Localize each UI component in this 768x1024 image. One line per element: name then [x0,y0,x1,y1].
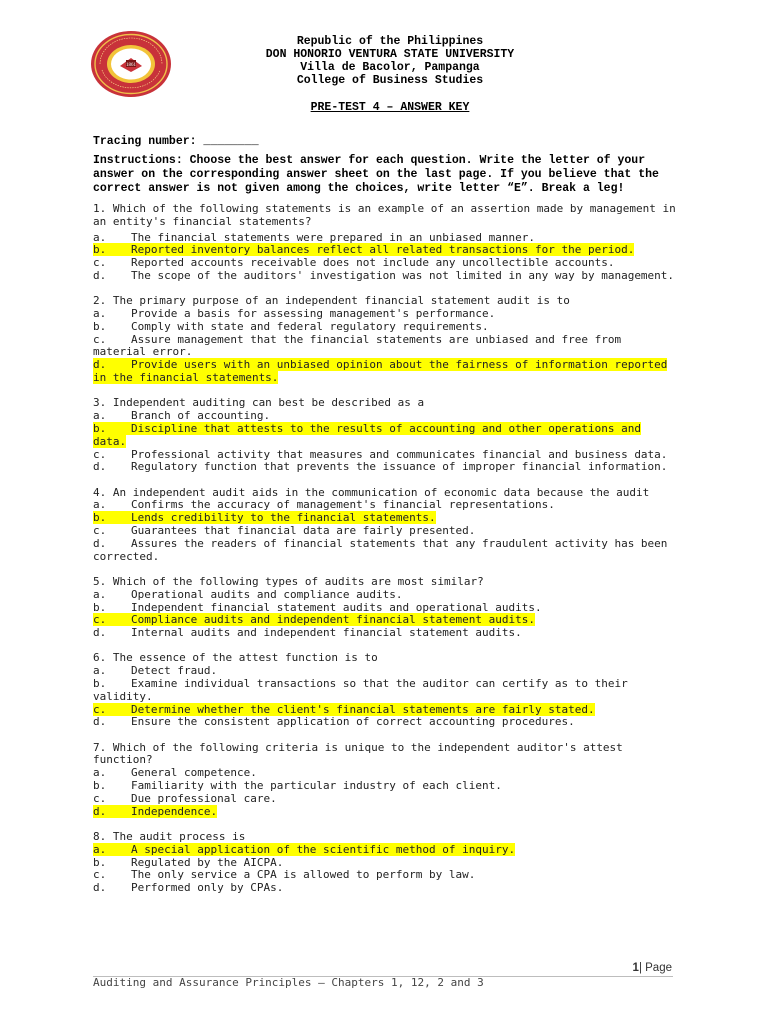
option-letter: b. [93,779,107,793]
question-text: 3. Independent auditing can best be described as a [93,396,425,410]
university-header [200,35,580,87]
answer-option [93,461,678,474]
question-item [93,576,678,640]
answer-option-correct [93,806,678,819]
header-line-location: Villa de Bacolor, Pampanga [300,61,480,74]
option-letter: d. [93,268,107,282]
option-letter: c. [93,332,107,346]
option-letter: a. [93,587,107,601]
answer-option [93,716,678,729]
option-letter: d. [93,358,107,372]
option-text: Comply with state and federal regulatory requirements. [131,319,489,333]
option-text: A special application of the scientific method of inquiry. [131,842,516,856]
option-text: Internal audits and independent financial statement audits. [131,626,522,640]
tracing-number: Tracing number: ________ [93,135,259,148]
page-number: 1 [632,962,639,974]
question-item [93,203,678,283]
option-letter: c. [93,524,107,538]
option-letter: a. [93,409,107,423]
option-text: Determine whether the client's financial statements are fairly stated. [131,702,595,716]
option-text: The financial statements were prepared in an unbiased manner. [131,230,535,244]
option-text: General competence. [131,766,257,780]
option-text: Confirms the accuracy of management's financial representations. [131,498,555,512]
instructions: Instructions: Choose the best answer for each question. Write the letter of your answer on the corresponding answer sheet on the last page. If you believe that the correct answer is not given among the choices, write letter “E”. Break a leg! [93,154,659,195]
option-letter: c. [93,868,107,882]
question-text: 5. Which of the following types of audits are most similar? [93,574,484,588]
option-letter: d. [93,804,107,818]
option-text: Due professional care. [131,791,277,805]
svg-text:1861: 1861 [126,63,136,68]
answer-option-correct [93,423,678,449]
header-line-college: College of Business Studies [296,74,484,87]
option-text: Discipline that attests to the results of accounting and other operations and data. [93,421,641,448]
option-letter: b. [93,855,107,869]
option-letter: c. [93,256,107,270]
page-indicator [633,962,672,974]
option-text: Regulatory function that prevents the issuance of improper financial information. [131,460,668,474]
question-text: 7. Which of the following criteria is unique to the independent auditor's attest function? [93,740,623,767]
header-line-country: Republic of the Philippines [296,35,484,48]
option-text: Independent financial statement audits and operational audits. [131,600,542,614]
option-letter: c. [93,613,107,627]
answer-option [93,270,678,283]
answer-option [93,538,678,564]
option-letter: c. [93,702,107,716]
answer-option [93,678,678,704]
option-letter: d. [93,715,107,729]
question-item [93,831,678,895]
option-text: Assure management that the financial statements are unbiased and free from material error. [93,332,622,359]
answer-option [93,882,678,895]
option-letter: a. [93,498,107,512]
option-text: Familiarity with the particular industry of each client. [131,779,502,793]
question-item [93,742,678,819]
option-text: Compliance audits and independent financial statement audits. [131,613,535,627]
option-text: Ensure the consistent application of correct accounting procedures. [131,715,575,729]
option-text: Detect fraud. [131,664,218,678]
question-text: 8. The audit process is [93,829,246,843]
header-line-university: DON HONORIO VENTURA STATE UNIVERSITY [265,48,515,61]
question-text: 2. The primary purpose of an independent financial statement audit is to [93,294,570,308]
question-item [93,652,678,729]
option-letter: a. [93,766,107,780]
question-text: 6. The essence of the attest function is to [93,651,378,665]
option-letter: c. [93,791,107,805]
footer-text: Auditing and Assurance Principles – Chapters 1, 12, 2 and 3 [93,976,484,989]
answer-option [93,334,678,360]
option-text: Regulated by the AICPA. [131,855,284,869]
option-text: Professional activity that measures and communicates financial and business data. [131,447,668,461]
question-list [93,203,678,907]
answer-option-correct [93,359,678,385]
option-letter: b. [93,677,107,690]
option-letter: d. [93,881,107,895]
option-letter: b. [93,319,107,333]
option-letter: c. [93,447,107,461]
option-letter: b. [93,511,107,525]
option-text: Lends credibility to the financial statements. [131,511,436,525]
option-letter: b. [93,421,107,435]
option-text: Provide a basis for assessing management's performance. [131,307,496,321]
option-text: Performed only by CPAs. [131,881,284,895]
answer-option [93,627,678,640]
option-letter: d. [93,460,107,474]
page-label: | Page [638,962,672,974]
option-text: Examine individual transactions so that the auditor can certify as to their validity. [93,677,628,703]
option-text: Independence. [131,804,218,818]
university-seal-logo [90,30,172,98]
document-title: PRE-TEST 4 – ANSWER KEY [310,101,470,114]
option-letter: b. [93,600,107,614]
option-text: Operational audits and compliance audits. [131,587,403,601]
option-text: The scope of the auditors' investigation was not limited in any way by management. [131,268,675,282]
option-text: Assures the readers of financial statements that any fraudulent activity has been corrected. [93,536,668,563]
option-text: Guarantees that financial data are fairly presented. [131,524,476,538]
question-text: 1. Which of the following statements is an example of an assertion made by management in an entity's financial statements? [93,202,676,228]
option-letter: a. [93,664,107,678]
option-text: Reported accounts receivable does not include any uncollectible accounts. [131,256,615,270]
option-letter: a. [93,842,107,856]
option-text: Reported inventory balances reflect all related transactions for the period. [131,243,635,257]
question-item [93,295,678,385]
question-item [93,487,678,564]
question-item [93,397,678,474]
option-text: Branch of accounting. [131,409,271,423]
question-text: 4. An independent audit aids in the communication of economic data because the audit [93,485,650,499]
option-letter: d. [93,536,107,550]
option-text: The only service a CPA is allowed to perform by law. [131,868,476,882]
option-letter: b. [93,243,107,257]
option-letter: a. [93,230,107,244]
option-text: Provide users with an unbiased opinion about the fairness of information reported in the financial statements. [93,358,668,385]
option-letter: a. [93,307,107,321]
option-letter: d. [93,626,107,640]
